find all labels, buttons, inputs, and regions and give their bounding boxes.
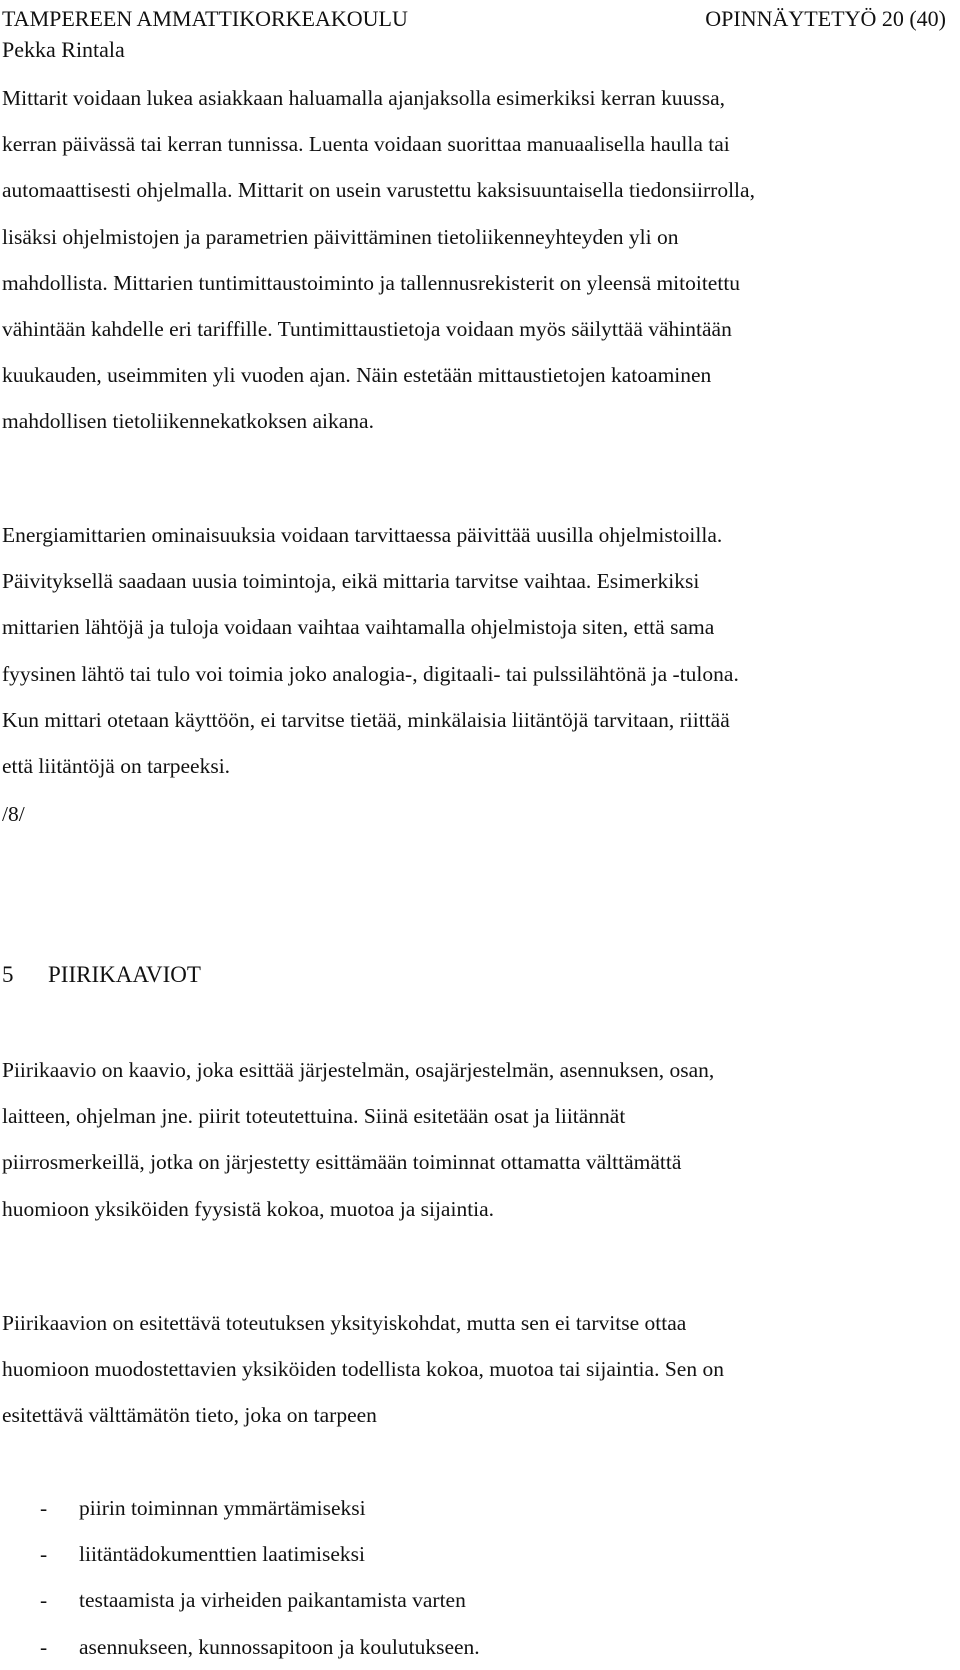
list-item-text: asennukseen, kunnossapitoon ja koulutukseen. — [79, 1634, 480, 1659]
paragraph-meter-reading — [2, 75, 947, 445]
paragraph-meter-features — [2, 512, 947, 789]
page-header — [2, 3, 946, 65]
list-bullet: - — [40, 1542, 48, 1567]
section-title: PIIRIKAAVIOT — [48, 962, 201, 987]
list-item-text: liitäntädokumenttien laatimiseksi — [79, 1542, 366, 1567]
author-name: Pekka Rintala — [2, 37, 125, 62]
paragraph-line: vähintään kahdelle eri tariffille. Tuntimittaustietoja voidaan myös säilyttää vähintään — [2, 317, 732, 342]
section-heading — [2, 960, 201, 990]
paragraph-line: kerran päivässä tai kerran tunnissa. Luenta voidaan suorittaa manuaalisella haulla tai — [2, 132, 730, 157]
list-bullet: - — [40, 1634, 48, 1659]
list-bullet: - — [40, 1588, 48, 1613]
list-item — [2, 1531, 480, 1577]
section-number: 5 — [2, 962, 14, 987]
paragraph-circuit-diagram-requirements — [2, 1300, 947, 1439]
paragraph-line: esitettävä välttämätön tieto, joka on tarpeen — [2, 1403, 377, 1428]
institution-name: TAMPEREEN AMMATTIKORKEAKOULU — [2, 6, 408, 31]
list-item — [2, 1485, 480, 1531]
paragraph-line: että liitäntöjä on tarpeeksi. — [2, 754, 231, 779]
paragraph-line: mittarien lähtöjä ja tuloja voidaan vaihtaa vaihtamalla ohjelmistoja siten, että sama — [2, 615, 715, 640]
list-item-text: testaamista ja virheiden paikantamista varten — [79, 1588, 466, 1613]
list-item — [2, 1577, 480, 1623]
paragraph-line: automaattisesti ohjelmalla. Mittarit on usein varustettu kaksisuuntaisella tiedonsiirrolla, — [2, 178, 755, 203]
paragraph-line: Energiamittarien ominaisuuksia voidaan tarvittaessa päivittää uusilla ohjelmistoilla. — [2, 523, 723, 547]
paragraph-line: huomioon muodostettavien yksiköiden todellista kokoa, muotoa tai sijaintia. Sen on — [2, 1357, 724, 1382]
reference-citation: /8/ — [2, 802, 25, 826]
requirements-list — [2, 1485, 480, 1670]
header-top-row — [2, 3, 946, 34]
paragraph-circuit-diagram-definition — [2, 1047, 947, 1232]
paragraph-line: Piirikaavio on kaavio, joka esittää järjestelmän, osajärjestelmän, asennuksen, osan, — [2, 1058, 715, 1082]
paragraph-line: kuukauden, useimmiten yli vuoden ajan. Näin estetään mittaustietojen katoaminen — [2, 363, 712, 388]
paragraph-line: mahdollisen tietoliikennekatkoksen aikana. — [2, 409, 374, 434]
list-item-text: piirin toiminnan ymmärtämiseksi — [79, 1496, 366, 1520]
paragraph-line: huomioon yksiköiden fyysistä kokoa, muotoa ja sijaintia. — [2, 1196, 495, 1221]
paragraph-line: lisäksi ohjelmistojen ja parametrien päivittäminen tietoliikenneyhteyden yli on — [2, 224, 679, 249]
paragraph-line: Mittarit voidaan lukea asiakkaan haluamalla ajanjaksolla esimerkiksi kerran kuussa, — [2, 86, 725, 110]
list-bullet: - — [40, 1496, 48, 1520]
list-item — [2, 1624, 480, 1670]
paragraph-line: piirrosmerkeillä, jotka on järjestetty esittämään toiminnat ottamatta välttämättä — [2, 1150, 682, 1175]
paragraph-line: mahdollista. Mittarien tuntimittaustoiminto ja tallennusrekisterit on yleensä mitoitettu — [2, 270, 741, 295]
paragraph-line: fyysinen lähtö tai tulo voi toimia joko analogia-, digitaali- tai pulssilähtönä ja -tulona. — [2, 661, 739, 686]
document-type-page-number: OPINNÄYTETYÖ 20 (40) — [705, 6, 946, 31]
paragraph-line: Piirikaavion on esitettävä toteutuksen yksityiskohdat, mutta sen ei tarvitse ottaa — [2, 1311, 687, 1335]
paragraph-line: Kun mittari otetaan käyttöön, ei tarvitse tietää, minkälaisia liitäntöjä tarvitaan, riittää — [2, 707, 730, 732]
paragraph-line: laitteen, ohjelman jne. piirit toteutettuina. Siinä esitetään osat ja liitännät — [2, 1104, 626, 1129]
paragraph-line: Päivityksellä saadaan uusia toimintoja, eikä mittaria tarvitse vaihtaa. Esimerkiksi — [2, 569, 700, 594]
